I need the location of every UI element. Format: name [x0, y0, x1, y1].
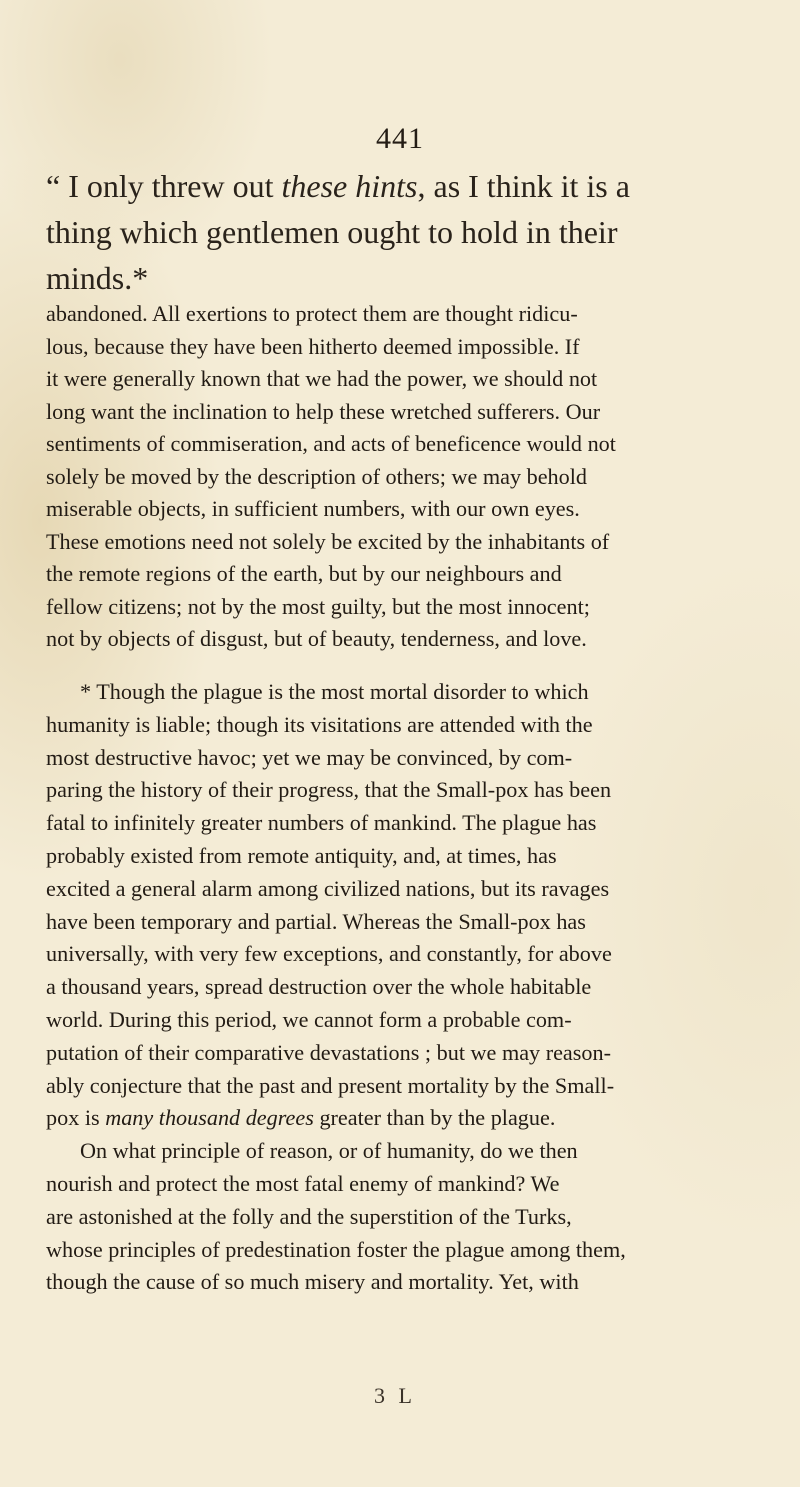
- body-line: the remote regions of the earth, but by our neighbours and: [46, 561, 562, 586]
- footnote-emphasis: many thousand degrees: [105, 1105, 314, 1131]
- footnote: [46, 676, 766, 1299]
- body-line: lous, because they have been hitherto deemed impossible. If: [46, 333, 580, 359]
- quote-text-before-emphasis: I only threw out: [60, 168, 282, 204]
- body-line: long want the inclination to help these wretched sufferers. Our: [46, 398, 601, 424]
- footnote-text-after-emphasis: greater than by the plague.: [313, 1105, 556, 1131]
- footnote-line: On what principle of reason, or of humanity, do we then: [80, 1138, 578, 1164]
- footnote-line: ably conjecture that the past and present mortality by the Small-: [46, 1072, 615, 1098]
- signature-mark: 3 L: [374, 1383, 416, 1408]
- quote-line-2: thing which gentlemen ought to hold in their: [46, 214, 618, 250]
- footnote-line: excited a general alarm among civilized nations, but its ravages: [46, 875, 610, 901]
- footnote-line: have been temporary and partial. Whereas the Small-pox has: [46, 908, 586, 934]
- page-number: 441: [376, 122, 424, 155]
- footnote-line-emphasis: [46, 1102, 766, 1135]
- body-line: solely be moved by the description of others; we may behold: [46, 463, 588, 489]
- footnote-line: nourish and protect the most fatal enemy of mankind? We: [46, 1170, 560, 1196]
- footnote-line: * Though the plague is the most mortal disorder to which: [80, 679, 589, 704]
- quote-line-1: [46, 163, 756, 209]
- quote-text-after-emphasis: , as I think it is a: [417, 168, 630, 204]
- opening-quote: [46, 163, 756, 301]
- body-line: miserable objects, in sufficient numbers, with our own eyes.: [46, 496, 580, 521]
- footnote-line: are astonished at the folly and the superstition of the Turks,: [46, 1203, 572, 1229]
- footnote-line: world. During this period, we cannot form a probable com-: [46, 1006, 572, 1032]
- footnote-line: a thousand years, spread destruction over the whole habitable: [46, 974, 592, 1000]
- body-line: sentiments of commiseration, and acts of beneficence would not: [46, 431, 616, 456]
- footnote-line: though the cause of so much misery and mortality. Yet, with: [46, 1269, 579, 1295]
- body-line: not by objects of disgust, but of beauty, tenderness, and love.: [46, 626, 587, 651]
- footnote-line: probably existed from remote antiquity, and, at times, has: [46, 842, 557, 868]
- main-paragraph: [46, 298, 766, 656]
- footnote-line: universally, with very few exceptions, and constantly, for above: [46, 941, 612, 967]
- footnote-line: paring the history of their progress, that the Small-pox has been: [46, 777, 612, 803]
- footnote-text-before-emphasis: pox is: [46, 1105, 106, 1131]
- quote-line-3: minds.*: [46, 260, 149, 296]
- body-line: fellow citizens; not by the most guilty, but the most innocent;: [46, 593, 590, 619]
- footnote-line: humanity is liable; though its visitations are attended with the: [46, 711, 593, 737]
- footnote-line: most destructive havoc; yet we may be convinced, by com-: [46, 744, 573, 770]
- footnote-line: whose principles of predestination foster the plague among them,: [46, 1236, 626, 1262]
- body-line: These emotions need not solely be excited by the inhabitants of: [46, 528, 610, 554]
- body-line: abandoned. All exertions to protect them are thought ridicu-: [46, 301, 578, 326]
- footnote-line: fatal to infinitely greater numbers of mankind. The plague has: [46, 810, 597, 836]
- open-quote-mark: “: [46, 168, 61, 204]
- body-line: it were generally known that we had the power, we should not: [46, 366, 598, 391]
- footnote-line: putation of their comparative devastations ; but we may reason-: [46, 1039, 611, 1065]
- quote-emphasis: these hints: [281, 168, 418, 204]
